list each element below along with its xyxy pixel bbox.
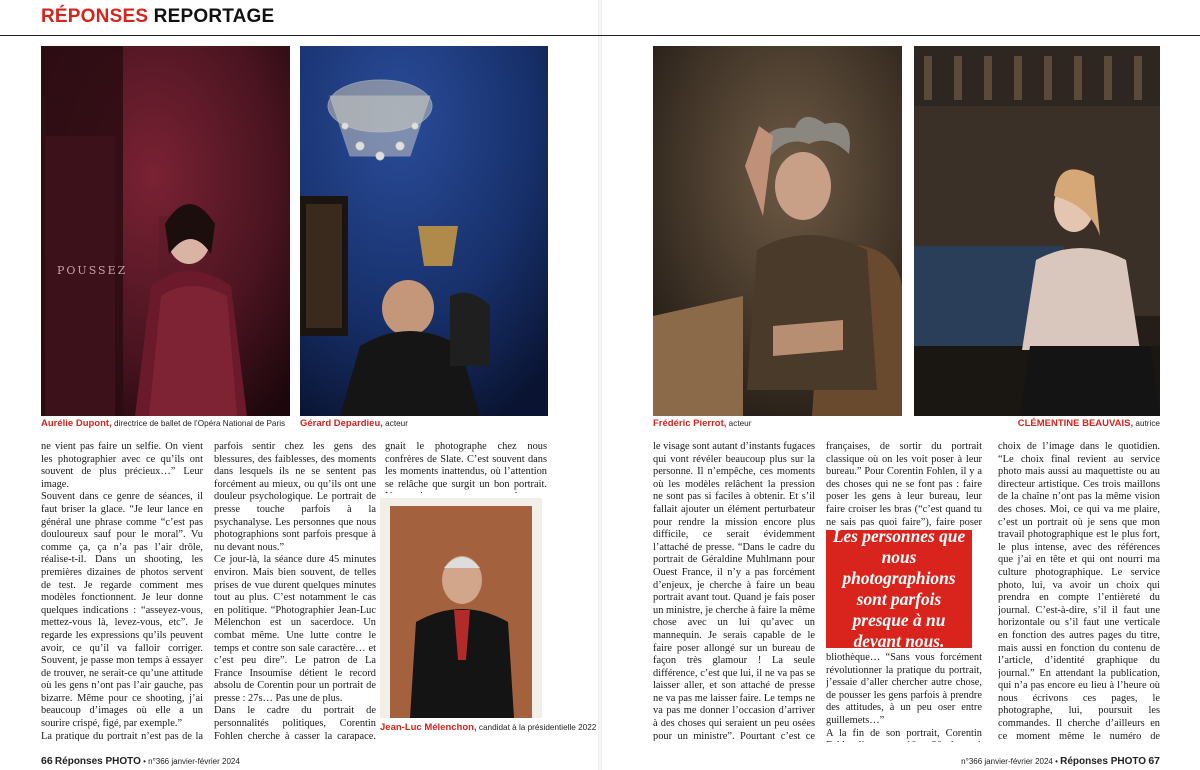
column-6-text: choix de l’image dans le quotidien. “Le choix final revient au service photo mais aussi au maquettiste ou au directeur artistique. Ces trois maillons de la chaîne n’ont pas la même vision des choses. Moi, ce qui va me plaire, c’est un portrait où je sens que mon travail photographique est le plus fort, le plus intense, avec des références que j’ai en tête et qui ont nourri ma culture photographique. Le service photo, lui, va avoir un choix qui prendra en compte l’entièreté du journal. C’est-à-dire, s’il il faut une horizontale ou s’il faut une verticale en fonction des autres pages du titre, mais aussi en fonction du contenu de l’article, d’identité graphique du journal.” En attendant la publication, qui n’a pas encore eu lieu à l’heure où nous écrivons ces pages, le photographe, lui, poursuit les commandes. Il cherche d’ailleurs en ce moment même le numéro de xyxy=(998,441,1160,741)
caption-role: directrice de ballet de l’Opéra National de Paris xyxy=(111,419,286,428)
header-rule xyxy=(0,35,1200,36)
column-3-text: gnait le photographe chez nous confrères de Slate. C’est souvent dans les moments inattendus, où l’attention se relâche que surgit un bon portrait. xyxy=(385,441,547,490)
column-2-text: parfois sentir chez les gens des blessures, des faiblesses, des moments dans lesquels ils ne se sentent pas forcément au mieux, ou qu’ils ont une douleur psychologique. Le portrait de presse touche parfois à la psychanalyse. Les personnes que nous photographions sont parfois presque à nu devant nous.” Ce jour-là, la séance dure 45 minutes environ. Mais bien souvent, de telles prises de vue durent quelques minutes tout au plus. C’est notamment le cas en politique. “Photographier Jean-Luc Mélenchon est un sacerdoce. Un combat même. Une lutte contre le temps et contre son sale caractère… et c’est peu dire”. Le patron de La France Insoumise détient le record absolu de Corentin pour un portrait de presse : 27s… Pas une de plus. Dans le cadre du portrait de personnalités politiques, Corentin Fohlen cherche à casser la carapace. xyxy=(214,441,376,741)
text-column-1 xyxy=(41,441,203,741)
photo-aurelie-dupont xyxy=(41,46,290,416)
text-column-3 xyxy=(385,441,547,493)
page-number-right: 67 xyxy=(1148,755,1160,767)
text-column-5-top xyxy=(826,441,982,527)
door-sign: POUSSEZ xyxy=(57,264,128,277)
caption-aurelie-dupont xyxy=(41,418,285,429)
text-column-6 xyxy=(998,441,1160,741)
section-name-red: RÉPONSES xyxy=(41,6,149,27)
spread-gutter xyxy=(598,0,602,770)
photo-clementine-beauvais xyxy=(914,46,1160,416)
caption-name: CLÉMENTINE BEAUVAIS, xyxy=(1017,418,1134,429)
issue-left: • n°366 janvier-février 2024 xyxy=(140,757,240,766)
text-column-5-bottom xyxy=(826,652,982,742)
column-4-text: le visage sont autant d’instants fugaces qui vont révéler beaucoup plus sur la personne. Il n’empêche, ces moments où les modèles relâchent la pression ne sont pas si faciles à obtenir. Et s’il fallait ajouter un élément perturbateur pour rendre la mission encore plus difficile, ce serait évidemment l’attaché de presse. “Dans le cadre du portrait de Géraldine Muhlmann pour Ouest France, il n’y a pas forcément d’enjeux, je cherche à faire un beau portrait avant tout. Quand je fais poser un ministre, je cherche à faire la même chose avec un lui qu’avec un mannequin. Je serais capable de le faire poser allongé sur un bureau de façon très glamour ! La seule différence, c’est que lui, il ne va pas se laisser aller, et son attaché de presse ne va pas me laisser faire. Le temps ne va pas me donner l’occasion d’arriver à des choses qui seraient un peu osées pour un ministre”. Pourtant c’est ce xyxy=(653,441,815,741)
column-5-top-text: françaises, de sortir du portrait classique où on les voit poser à leur bureau.” Pour Corentin Fohlen, il y a des choses qui ne se font pas : faire poser les gens à leur bureau, leur faire croiser les bras (“c’est quand tu ne sais pas quoi faire”), faire poser xyxy=(826,441,982,527)
caption-role: acteur xyxy=(726,419,752,428)
photo-jean-luc-melenchon xyxy=(380,498,542,718)
caption-name: Gérard Depardieu, xyxy=(300,418,383,429)
page-number-left: 66 xyxy=(41,755,53,767)
issue-right: n°366 janvier-février 2024 • xyxy=(961,757,1061,766)
photo-frederic-pierrot xyxy=(653,46,902,416)
pull-quote xyxy=(826,526,972,651)
footer-left xyxy=(41,755,240,767)
column-1-text: ne vient pas faire un selfie. On vient les photographier avec ce qu’ils ont souvent de plus précieux…” Leur image. Souvent dans ce genre de séances, il faut briser la glace. “Je leur lance en général une phrase comme “c’est pas douloureux sauf pour le moral”. Vu comme ça, ça n’a pas l’air drôle, réalise-t-il. Dans un shooting, les premières dizaines de photos servent de test. Je regarde comment mes modèles fonctionnent. Je leur donne quelques indications : “asseyez-vous, mettez-vous là, levez-vous, etc”. Je regarde les expressions qu’ils peuvent avoir, ce qu’il va falloir corriger. Souvent, je passe mon temps à essayer de trouver, ne serait-ce qu’une attitude où les gens n’ont pas l’air gauche, pas bizarre. Même pour ce shooting, j’ai beaucoup d’images où elle a un sourire crispé, figé, par exemple.” La pratique du portrait n’est pas de la xyxy=(41,441,203,741)
magazine-name-right: Réponses PHOTO xyxy=(1060,756,1147,767)
caption-name: Jean-Luc Mélenchon, xyxy=(380,722,477,733)
pull-quote-text: Les personnes que nous photographions sont parfois presque à nu devant nous. xyxy=(832,526,966,651)
section-header xyxy=(41,6,274,28)
text-column-4 xyxy=(653,441,815,741)
caption-clementine-beauvais xyxy=(1018,418,1160,429)
caption-frederic-pierrot xyxy=(653,418,751,429)
caption-role: acteur xyxy=(382,419,408,428)
caption-role: autrice xyxy=(1133,419,1160,428)
magazine-name-left: Réponses PHOTO xyxy=(54,756,141,767)
caption-name: Frédéric Pierrot, xyxy=(653,418,727,429)
photo-gerard-depardieu xyxy=(300,46,548,416)
caption-role: candidat à la présidentielle 2022 xyxy=(476,723,597,732)
caption-jean-luc-melenchon xyxy=(380,722,596,733)
caption-gerard-depardieu xyxy=(300,418,408,429)
section-name-black: REPORTAGE xyxy=(153,6,275,27)
text-column-2 xyxy=(214,441,376,741)
caption-name: Aurélie Dupont, xyxy=(41,418,112,429)
footer-right xyxy=(961,755,1160,767)
column-5-bottom-text: bliothèque… “Sans vous forcément révolutionner la pratique du portrait, j’essaie d’aller chercher autre chose, de pousser les gens parfois à prendre des attitudes, à un peu oser entre guillemets…” A la fin de son portrait, Corentin xyxy=(826,652,982,739)
